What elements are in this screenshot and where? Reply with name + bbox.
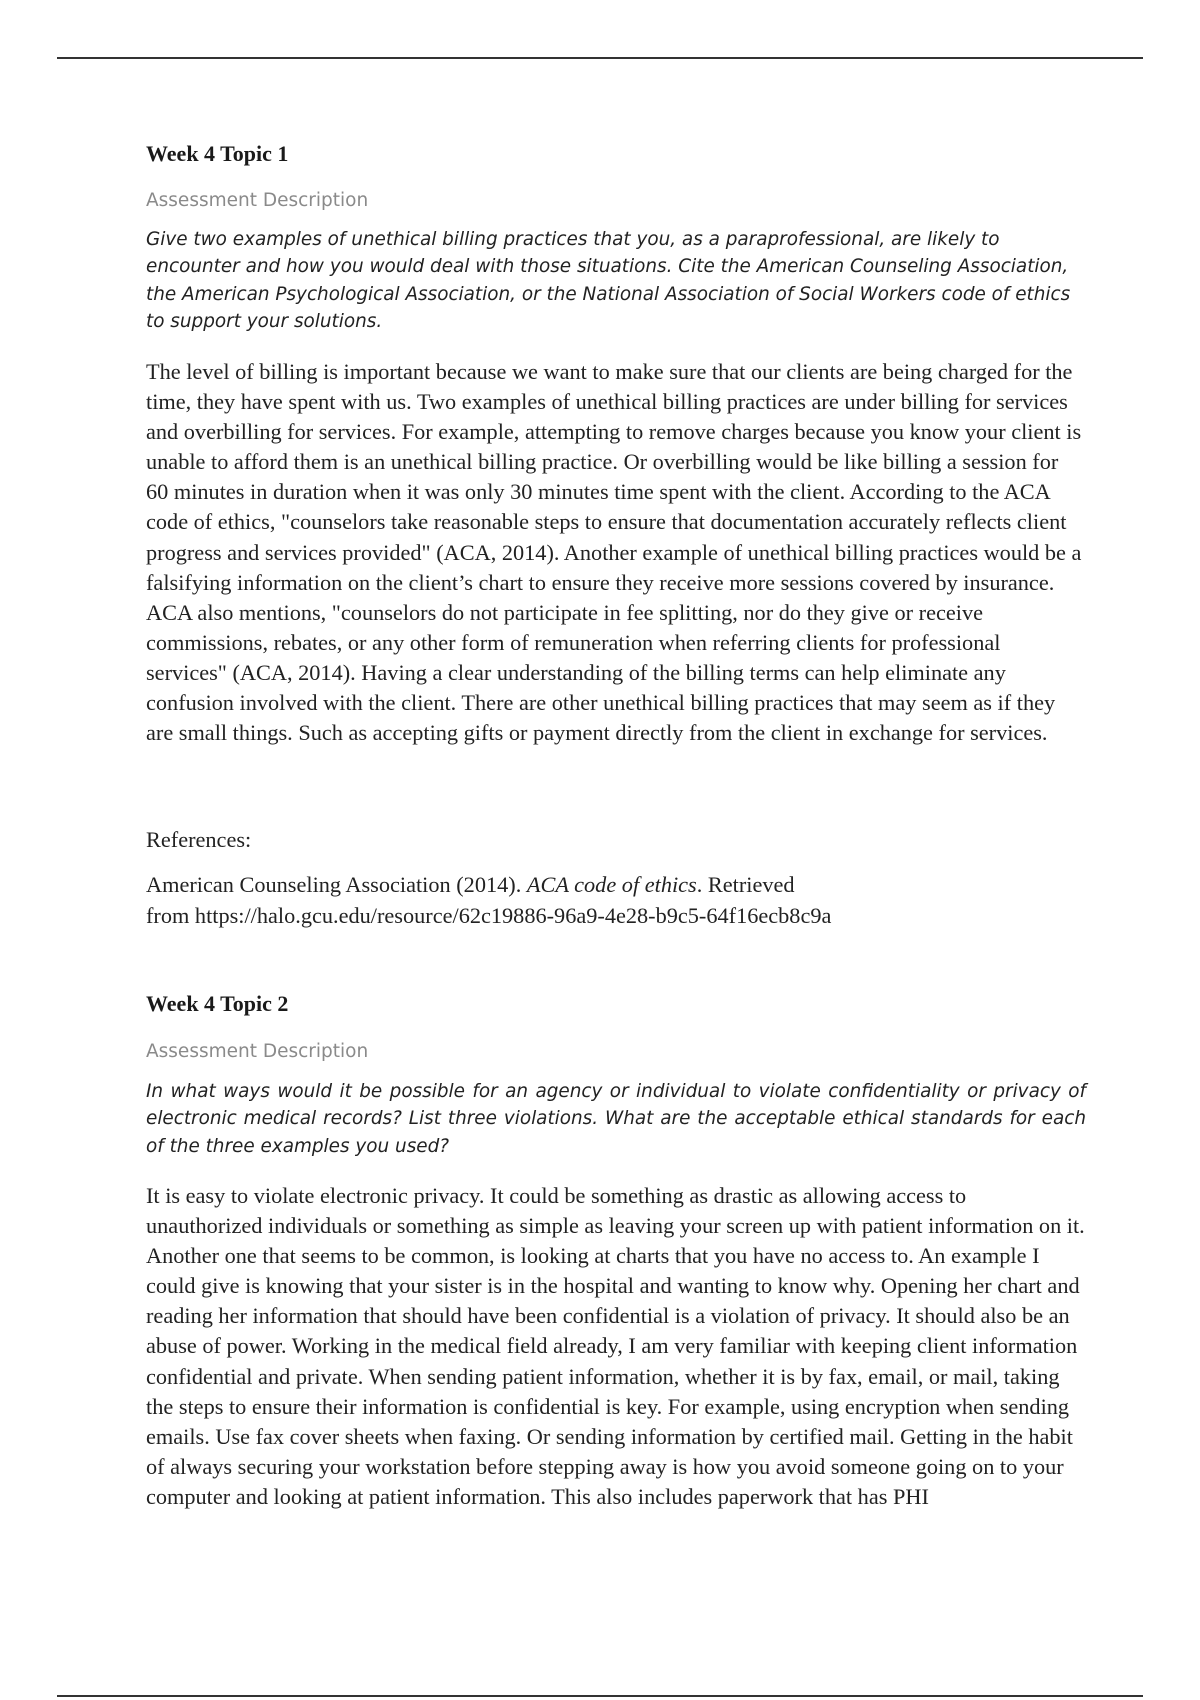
topic1-assessment-label: Assessment Description	[146, 190, 369, 211]
topic1-response: The level of billing is important because we want to make sure that our clients are being charged for the time, they have spent with us. Two examples of unethical billing practices are under billing for services and overbilling for services. For example, attempting to remove charges because you know your client is unable to afford them is an unethical billing practice. Or overbilling would be like billing a session for 60 minutes in duration when it was only 30 minutes time spent with the client. According to the ACA code of ethics, "counselors take reasonable steps to ensure that documentation accurately reflects client progress and services provided" (ACA, 2014). Another example of unethical billing practices would be a falsifying information on the client’s chart to ensure they receive more sessions covered by insurance. ACA also mentions, "counselors do not participate in fee splitting, nor do they give or receive commissions, rebates, or any other form of remuneration when referring clients for professional services" (ACA, 2014). Having a clear understanding of the billing terms can help eliminate any confusion involved with the client. There are other unethical billing practices that may seem as if they are small things. Such as accepting gifts or payment directly from the client in exchange for services.	[146, 359, 1082, 746]
reference-entry	[146, 870, 1046, 931]
reference-source: from https://halo.gcu.edu/resource/62c19886-96a9-4e28-b9c5-64f16ecb8c9a	[146, 902, 832, 928]
reference-retrieved: . Retrieved	[696, 872, 795, 897]
reference-author: American Counseling Association (2014).	[146, 872, 522, 897]
top-divider	[57, 57, 1143, 59]
topic1-prompt: Give two examples of unethical billing practices that you, as a paraprofessional, are likely to encounter and how you would deal with those situations. Cite the American Counseling Association, the American Psychological Association, or the National Association of Social Workers code of ethics to support your solutions.	[146, 229, 1071, 332]
reference-title: ACA code of ethics	[526, 872, 697, 897]
topic2-prompt: In what ways would it be possible for an agency or individual to violate confidentiality or privacy of electronic medical records? List three violations. What are the acceptable ethical standards for each of the three examples you used?	[146, 1081, 1086, 1157]
bottom-divider	[57, 1695, 1143, 1697]
topic2-title: Week 4 Topic 2	[146, 991, 289, 1016]
topic2-response: It is easy to violate electronic privacy. It could be something as drastic as allowing access to unauthorized individuals or something as simple as leaving your screen up with patient information on it. Another one that seems to be common, is looking at charts that you have no access to. An example I could give is knowing that your sister is in the hospital and wanting to know why. Opening her chart and reading her information that should have been confidential is a violation of privacy. It should also be an abuse of power. Working in the medical field already, I am very familiar with keeping client information confidential and private. When sending patient information, whether it is by fax, email, or mail, taking the steps to ensure their information is confidential is key. For example, using encryption when sending emails. Use fax cover sheets when faxing. Or sending information by certified mail. Getting in the habit of always securing your workstation before stepping away is how you avoid someone going on to your computer and looking at patient information. This also includes paperwork that has PHI	[146, 1183, 1085, 1509]
topic1-title: Week 4 Topic 1	[146, 141, 289, 166]
topic2-assessment-label: Assessment Description	[146, 1041, 369, 1062]
references-label: References:	[146, 827, 252, 852]
